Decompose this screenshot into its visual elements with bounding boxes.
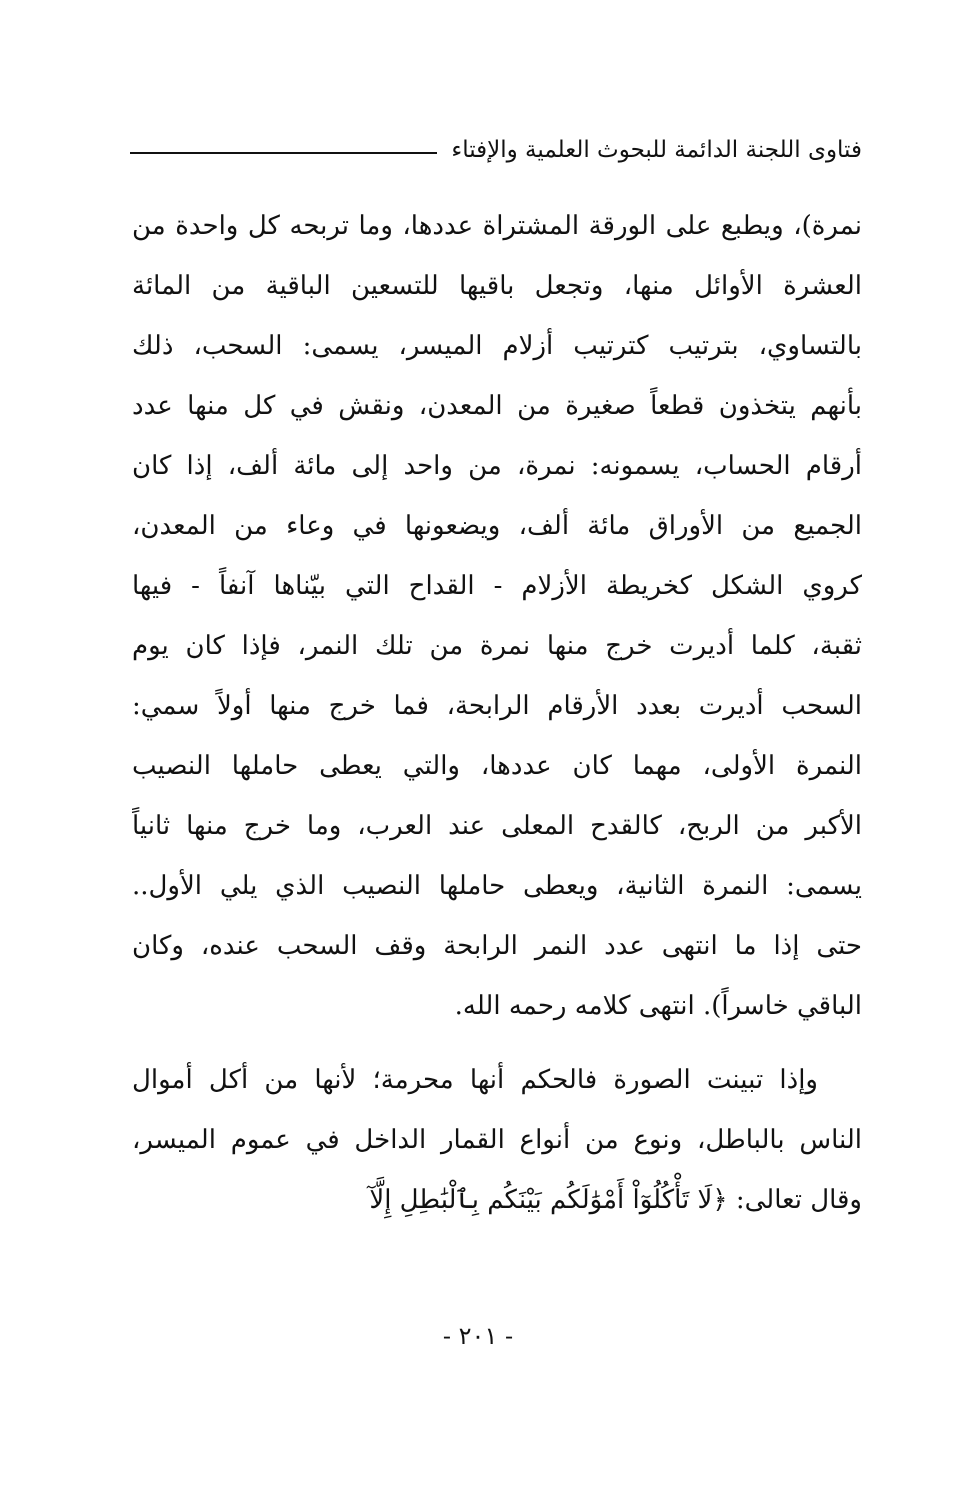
text-line: الناس بالباطل، ونوع من أنواع القمار الداخل في عموم الميسر،: [132, 1125, 862, 1155]
text-line: الجميع من الأوراق مائة ألف، ويضعونها في وعاء من المعدن،: [132, 511, 862, 541]
text-line: الأكبر من الربح، كالقدح المعلى عند العرب، وما خرج منها ثانياً: [132, 811, 862, 841]
text-line: الباقي خاسراً). انتهى كلامه رحمه الله.: [454, 991, 862, 1021]
text-line: النمرة الأولى، مهما كان عددها، والتي يعطى حاملها النصيب: [132, 751, 862, 781]
text-line: كروي الشكل كخريطة الأزلام - القداح التي بيّناها آنفاً - فيها: [132, 571, 862, 601]
page-number: - ٢٠١ -: [442, 1322, 514, 1350]
header-rule: [130, 152, 437, 154]
header-title: فتاوى اللجنة الدائمة للبحوث العلمية والإفتاء: [451, 137, 862, 163]
text-line: ثقبة، كلما أديرت خرج منها نمرة من تلك النمر، فإذا كان يوم: [132, 631, 862, 661]
text-line: السحب أديرت بعدد الأرقام الرابحة، فما خرج منها أولاً سمي:: [132, 691, 862, 721]
paragraph-2: [132, 1050, 862, 1230]
text-line: حتى إذا ما انتهى عدد النمر الرابحة وقف السحب عنده، وكان: [132, 931, 862, 961]
running-header: [130, 128, 862, 172]
text-line: وإذا تبينت الصورة فالحكم أنها محرمة؛ لأنها من أكل أموال: [132, 1065, 818, 1095]
body-text: [132, 196, 862, 1230]
paragraph-gap: [132, 1036, 862, 1050]
text-line: نمرة)، ويطبع على الورقة المشتراة عددها، وما تربحه كل واحدة من: [132, 211, 862, 241]
text-line: يسمى: النمرة الثانية، ويعطى حاملها النصيب الذي يلي الأول..: [132, 871, 862, 901]
text-line: العشرة الأوائل منها، وتجعل باقيها للتسعين الباقية من المائة: [132, 271, 862, 301]
text-line: بأنهم يتخذون قطعاً صغيرة من المعدن، ونقش في كل منها عدد: [132, 391, 862, 421]
text-line: بالتساوي، بترتيب كترتيب أزلام الميسر، يسمى: السحب، ذلك: [132, 331, 862, 361]
quran-verse-line: وقال تعالى: ﴿لَا تَأْكُلُوٓاْ أَمْوَٰلَكُم بَيْنَكُم بِٱلْبَٰطِلِ إِلَّآ: [369, 1185, 862, 1215]
paragraph-1: [132, 196, 862, 1036]
text-line: أرقام الحساب، يسمونه: نمرة، من واحد إلى مائة ألف، إذا كان: [132, 451, 862, 481]
